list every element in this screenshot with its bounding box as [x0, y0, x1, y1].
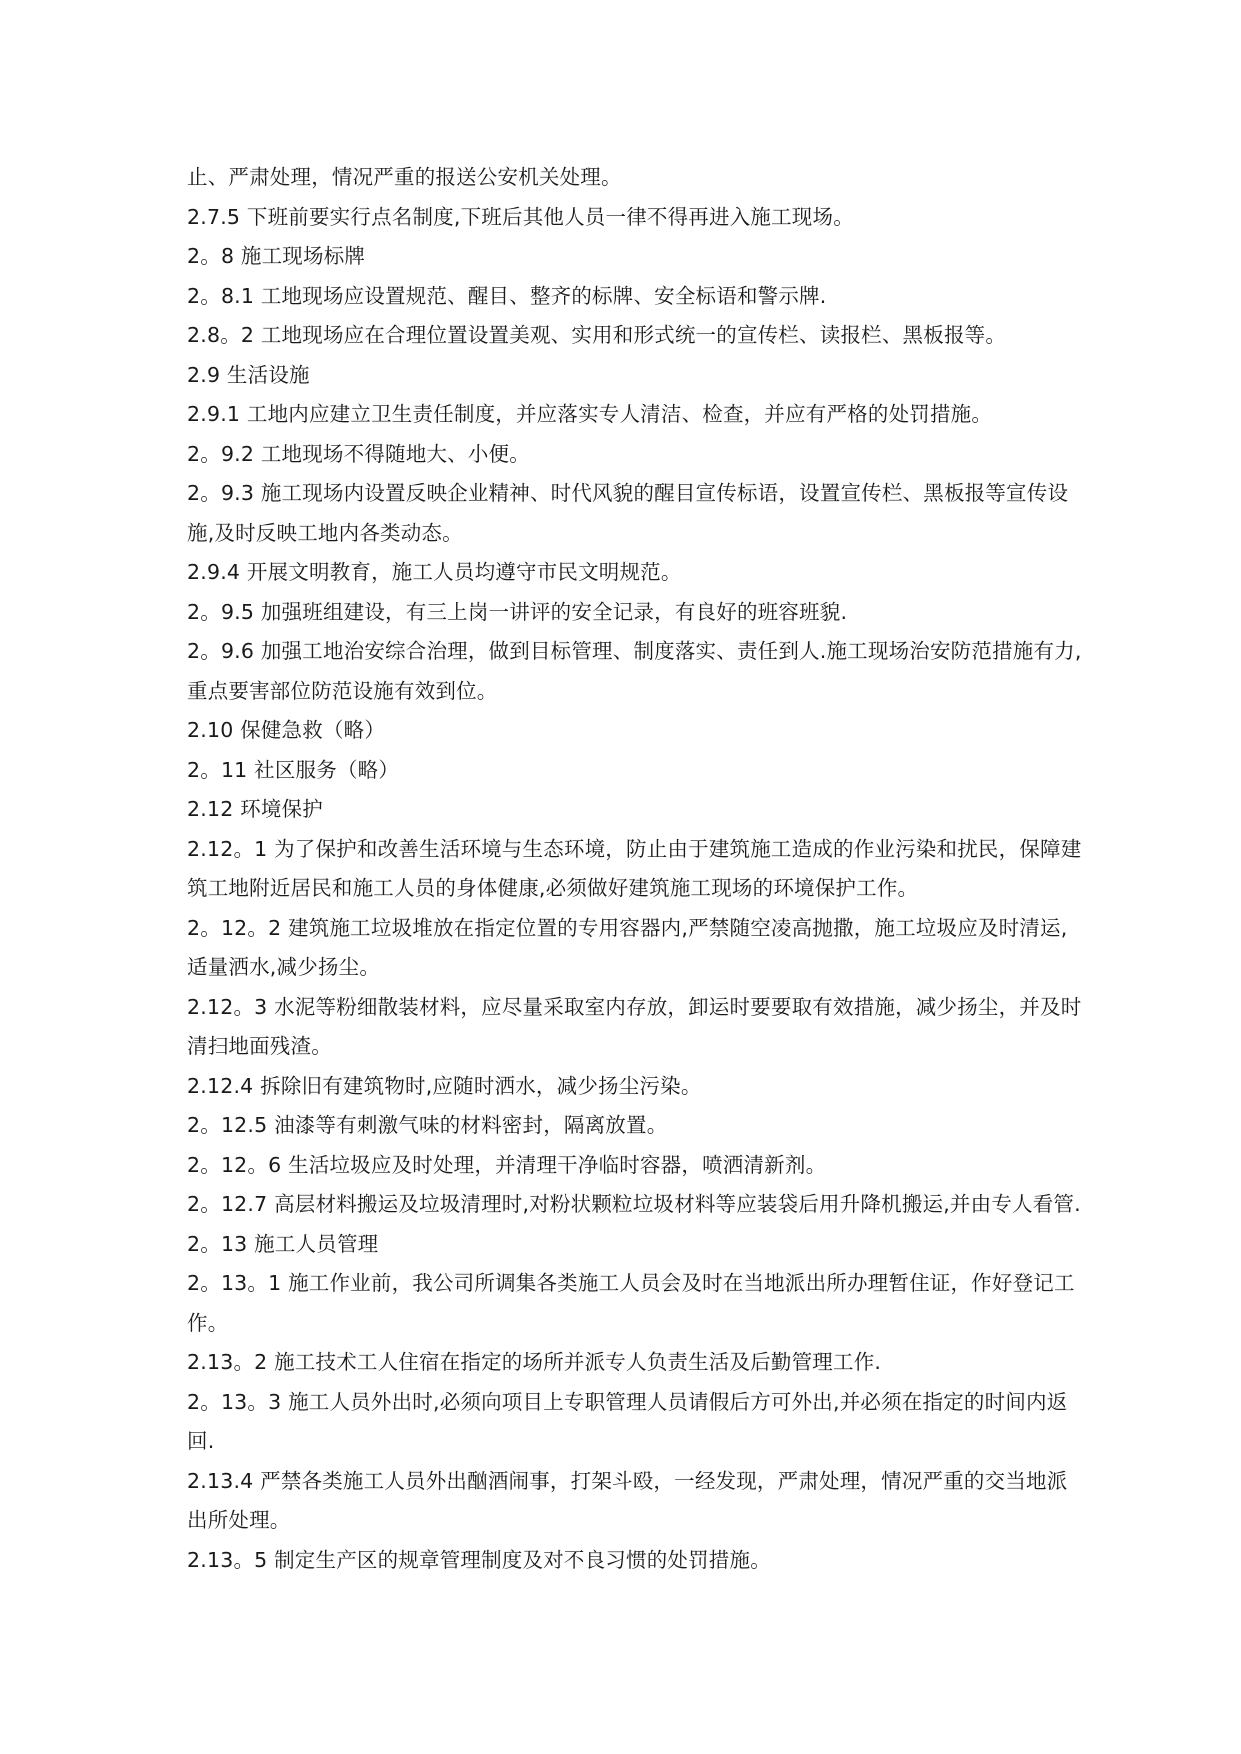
text-line: 2.13。2 施工技术工人住宿在指定的场所并派专人负责生活及后勤管理工作.: [187, 1350, 882, 1374]
text-line: 2。9.5 加强班组建设，有三上岗一讲评的安全记录，有良好的班容班貌.: [187, 599, 848, 624]
text-line: 2。12.7 高层材料搬运及垃圾清理时,对粉状颗粒垃圾材料等应装袋后用升降机搬运,并由专人看管.: [187, 1192, 1081, 1216]
text-line: 2.12。3 水泥等粉细散装材料，应尽量采取室内存放，卸运时要要取有效措施，减少扬尘，并及时: [187, 994, 1082, 1019]
section-heading: 2。13 施工人员管理: [187, 1231, 379, 1256]
text-line: 2。12。2 建筑施工垃圾堆放在指定位置的专用容器内,严禁随空凌高抛撒，施工垃圾应及时清运,: [187, 915, 1068, 940]
text-line: 筑工地附近居民和施工人员的身体健康,必须做好建筑施工现场的环境保护工作。: [187, 876, 919, 900]
text-line: 2。12。6 生活垃圾应及时处理，并清理干净临时容器，喷洒清新剂。: [187, 1152, 827, 1177]
text-line: 2。9.2 工地现场不得随地大、小便。: [187, 441, 530, 466]
text-line: 适量洒水,减少扬尘。: [187, 955, 381, 979]
text-line: 2。9.6 加强工地治安综合治理，做到目标管理、制度落实、责任到人.施工现场治安防范措施有力,: [187, 639, 1082, 663]
text-line: 2。13。3 施工人员外出时,必须向项目上专职管理人员请假后方可外出,并必须在指定的时间内返: [187, 1389, 1068, 1414]
text-line: 回.: [187, 1429, 215, 1453]
section-heading: 2.12 环境保护: [187, 797, 323, 821]
section-heading: 2.9 生活设施: [187, 362, 310, 387]
text-line: 2.9.1 工地内应建立卫生责任制度，并应落实专人清洁、检查，并应有严格的处罚措施。: [187, 402, 993, 426]
text-line: 重点要害部位防范设施有效到位。: [187, 678, 498, 703]
text-line: 2.7.5 下班前要实行点名制度,下班后其他人员一律不得再进入施工现场。: [187, 204, 854, 229]
text-line: 作。: [187, 1310, 229, 1335]
text-line: 2。9.3 施工现场内设置反映企业精神、时代风貌的醒目宣传标语，设置宣传栏、黑板报等宣传设: [187, 481, 1069, 505]
text-line: 2。12.5 油漆等有刺激气味的材料密封，隔离放置。: [187, 1113, 668, 1137]
text-line: 2.12。1 为了保护和改善生活环境与生态环境，防止由于建筑施工造成的作业污染和扰民，保障建: [187, 836, 1082, 861]
text-line: 2。13。1 施工作业前，我公司所调集各类施工人员会及时在当地派出所办理暂住证，作好登记工: [187, 1271, 1075, 1295]
text-line: 2.12.4 拆除旧有建筑物时,应随时洒水，减少扬尘污染。: [187, 1073, 702, 1098]
text-line: 施,及时反映工地内各类动态。: [187, 520, 463, 545]
text-line: 2。8.1 工地现场应设置规范、醒目、整齐的标牌、安全标语和警示牌.: [187, 283, 827, 308]
section-heading: 2。8 施工现场标牌: [187, 244, 366, 268]
section-heading: 2。11 社区服务（略）: [187, 757, 400, 782]
text-line: 出所处理。: [187, 1508, 291, 1532]
text-line: 2.8。2 工地现场应在合理位置设置美观、实用和形式统一的宣传栏、读报栏、黑板报等。: [187, 323, 1007, 347]
text-line: 止、严肃处理，情况严重的报送公安机关处理。: [187, 165, 622, 189]
text-line: 2.9.4 开展文明教育，施工人员均遵守市民文明规范。: [187, 560, 682, 584]
text-line: 清扫地面残渣。: [187, 1034, 332, 1058]
text-line: 2.13.4 严禁各类施工人员外出酗酒闹事，打架斗殴，一经发现，严肃处理，情况严重的交当地派: [187, 1468, 1068, 1493]
document-body: [187, 158, 1117, 1580]
section-heading: 2.10 保健急救（略）: [187, 718, 386, 742]
text-line: 2.13。5 制定生产区的规章管理制度及对不良习惯的处罚措施。: [187, 1547, 771, 1572]
